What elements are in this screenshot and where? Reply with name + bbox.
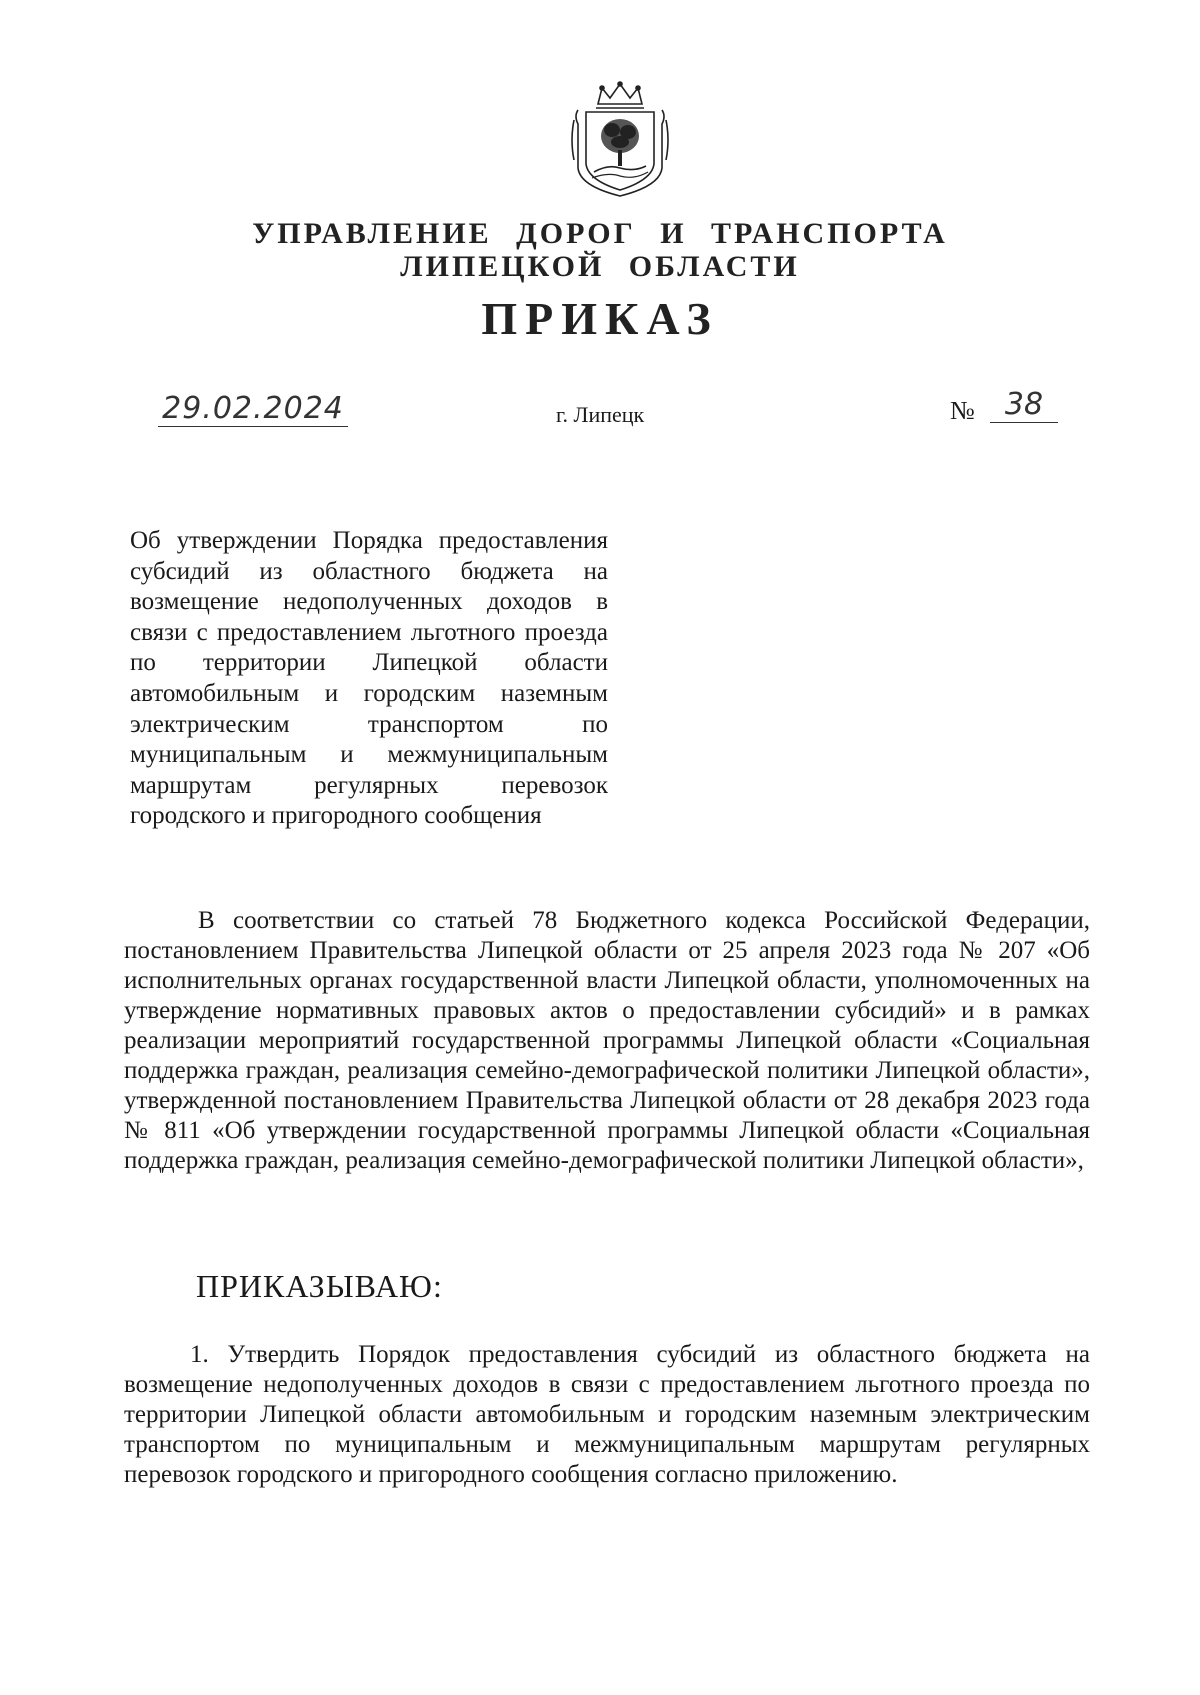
number-sign: № bbox=[950, 396, 975, 425]
preamble-paragraph: В соответствии со статьей 78 Бюджетного кодекса Российской Федерации, постановлением Правительства Липецкой области от 25 апреля 2023 года № 207 «Об исполнительных органах государственной власти Липецкой области, уполномоченных на утверждение нормативных правовых актов о предоставлении субсидий» и в рамках реализации мероприятий государственной программы Липецкой области «Социальная поддержка граждан, реализация семейно-демографической политики Липецкой области», утвержденной постановлением Правительства Липецкой области от 28 декабря 2023 года № 811 «Об утверждении государственной программы Липецкой области «Социальная поддержка граждан, реализация семейно-демографической политики Липецкой области», bbox=[124, 907, 1090, 1174]
coat-of-arms-icon bbox=[568, 80, 672, 200]
organization-name-line1: УПРАВЛЕНИЕ ДОРОГ И ТРАНСПОРТА bbox=[252, 217, 948, 250]
document-date: 29.02.2024 bbox=[158, 392, 348, 427]
document-city: г. Липецк bbox=[556, 402, 645, 427]
document-subject: Об утверждении Порядка предоставления субсидий из областного бюджета на возмещение недополученных доходов в связи с предоставлением льготного проезда по территории Липецкой области автомобильным и городским наземным электрическим транспортом по муниципальным и межмуниципальным маршрутам регулярных перевозок городского и пригородного сообщения bbox=[130, 527, 608, 830]
organization-name-line2: ЛИПЕЦКОЙ ОБЛАСТИ bbox=[400, 250, 800, 283]
document-type-title: ПРИКАЗ bbox=[481, 293, 719, 344]
document-number: 38 bbox=[990, 388, 1058, 423]
decree-heading: ПРИКАЗЫВАЮ: bbox=[196, 1268, 443, 1304]
order-item-1: 1. Утвердить Порядок предоставления субсидий из областного бюджета на возмещение недополученных доходов в связи с предоставлением льготного проезда по территории Липецкой области автомобильным и городским наземным электрическим транспортом по муниципальным и межмуниципальным маршрутам регулярных перевозок городского и пригородного сообщения согласно приложению. bbox=[124, 1341, 1090, 1488]
